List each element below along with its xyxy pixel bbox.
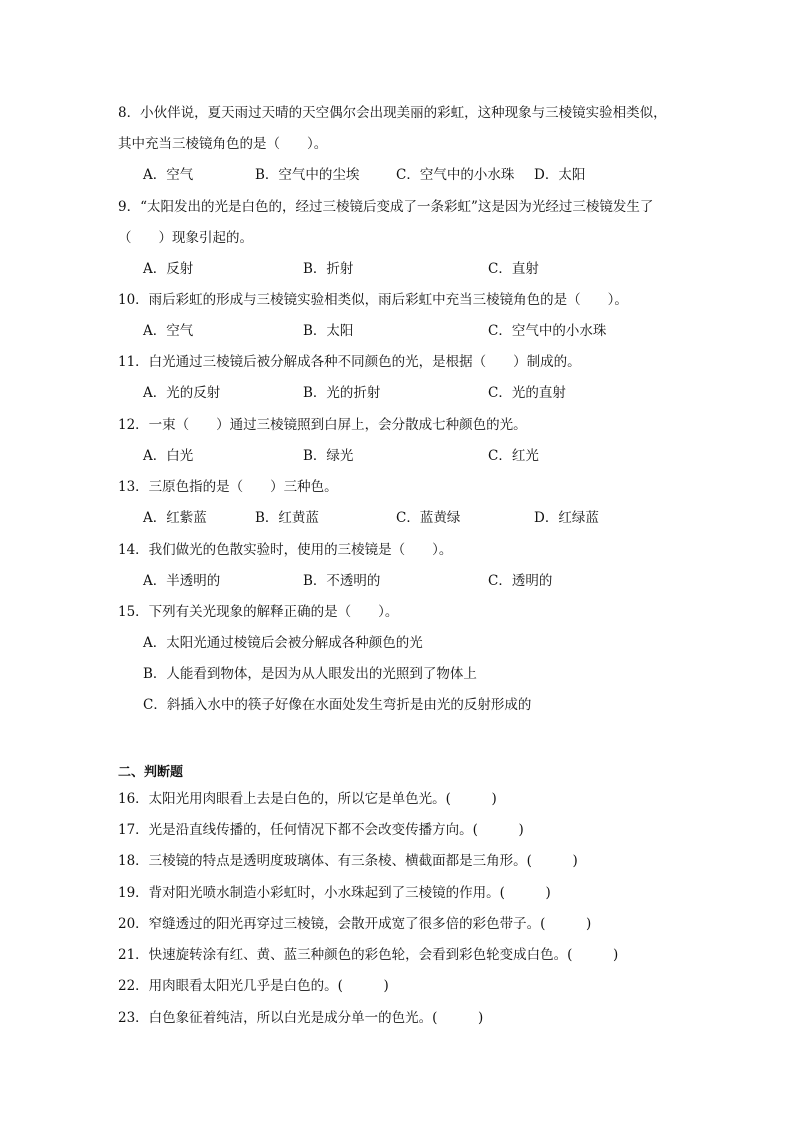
option-b: B．红黄蓝 [255,510,319,526]
section-title-judgment: 二、判断题 [118,765,184,780]
option-c: C．红光 [488,448,539,464]
option-a: A．反射 [143,261,194,277]
option-a: A．光的反射 [143,385,221,401]
judgment-question-21: 21．快速旋转涂有红、黄、蓝三种颜色的彩色轮，会看到彩色轮变成白色。( ) [118,947,619,963]
option-c: C．空气中的小水珠 [396,167,515,183]
question-10: 10．雨后彩虹的形成与三棱镜实验相类似，雨后彩虹中充当三棱镜角色的是（ ）。 [118,292,628,308]
question-11-options [143,383,743,403]
option-b: B．空气中的尘埃 [255,167,360,183]
question-8-line-1: 8．小伙伴说，夏天雨过天晴的天空偶尔会出现美丽的彩虹，这种现象与三棱镜实验相类似， [118,105,667,121]
option-b: B．光的折射 [303,385,381,401]
judgment-question-17: 17．光是沿直线传播的，任何情况下都不会改变传播方向。( ) [118,822,524,838]
question-11: 11．白光通过三棱镜后被分解成各种不同颜色的光，是根据（ ）制成的。 [118,354,581,370]
option-a: A．太阳光通过棱镜后会被分解成各种颜色的光 [143,635,423,651]
option-b: B．绿光 [303,448,354,464]
question-15: 15．下列有关光现象的解释正确的是（ ）。 [118,604,399,620]
question-15-option-b [143,664,743,684]
option-a: A．空气 [143,323,194,339]
judgment-question-22: 22．用肉眼看太阳光几乎是白色的。( ) [118,978,389,994]
option-d: D．太阳 [534,167,586,183]
question-13: 13．三原色指的是（ ）三种色。 [118,479,338,495]
option-c: C．蓝黄绿 [396,510,461,526]
option-a: A．半透明的 [143,573,221,589]
question-9-line-1: 9．“太阳发出的光是白色的，经过三棱镜后变成了一条彩虹”这是因为光经过三棱镜发生了 [118,199,654,215]
question-8-options [143,165,743,185]
option-c: C．空气中的小水珠 [488,323,607,339]
question-10-options [143,321,743,341]
option-b: B．不透明的 [303,573,381,589]
option-c: C．斜插入水中的筷子好像在水面处发生弯折是由光的反射形成的 [143,697,532,713]
question-14: 14．我们做光的色散实验时，使用的三棱镜是（ ）。 [118,542,453,558]
judgment-question-19: 19．背对阳光喷水制造小彩虹时，小水珠起到了三棱镜的作用。( ) [118,885,551,901]
question-8-line-2: 其中充当三棱镜角色的是（ ）。 [118,136,328,152]
option-b: B．太阳 [303,323,354,339]
option-c: C．光的直射 [488,385,566,401]
option-b: B．折射 [303,261,354,277]
question-12-options [143,446,743,466]
question-14-options [143,571,743,591]
question-15-option-c [143,695,743,715]
option-a: A．白光 [143,448,194,464]
question-9-line-2: （ ）现象引起的。 [118,230,253,246]
option-d: D．红绿蓝 [534,510,599,526]
question-9-options [143,259,743,279]
option-a: A．红紫蓝 [143,510,207,526]
judgment-question-20: 20．窄缝透过的阳光再穿过三棱镜，会散开成宽了很多倍的彩色带子。( ) [118,916,592,932]
option-b: B．人能看到物体，是因为从人眼发出的光照到了物体上 [143,666,477,682]
option-c: C．透明的 [488,573,553,589]
judgment-question-18: 18．三棱镜的特点是透明度玻璃体、有三条棱、横截面都是三角形。( ) [118,853,578,869]
question-13-options [143,508,743,528]
option-c: C．直射 [488,261,539,277]
question-15-option-a [143,633,743,653]
judgment-question-16: 16．太阳光用肉眼看上去是白色的，所以它是单色光。( ) [118,791,497,807]
question-12: 12．一束（ ）通过三棱镜照到白屏上，会分散成七种颜色的光。 [118,417,527,433]
judgment-question-23: 23．白色象征着纯洁，所以白光是成分单一的色光。( ) [118,1010,484,1026]
option-a: A．空气 [143,167,194,183]
